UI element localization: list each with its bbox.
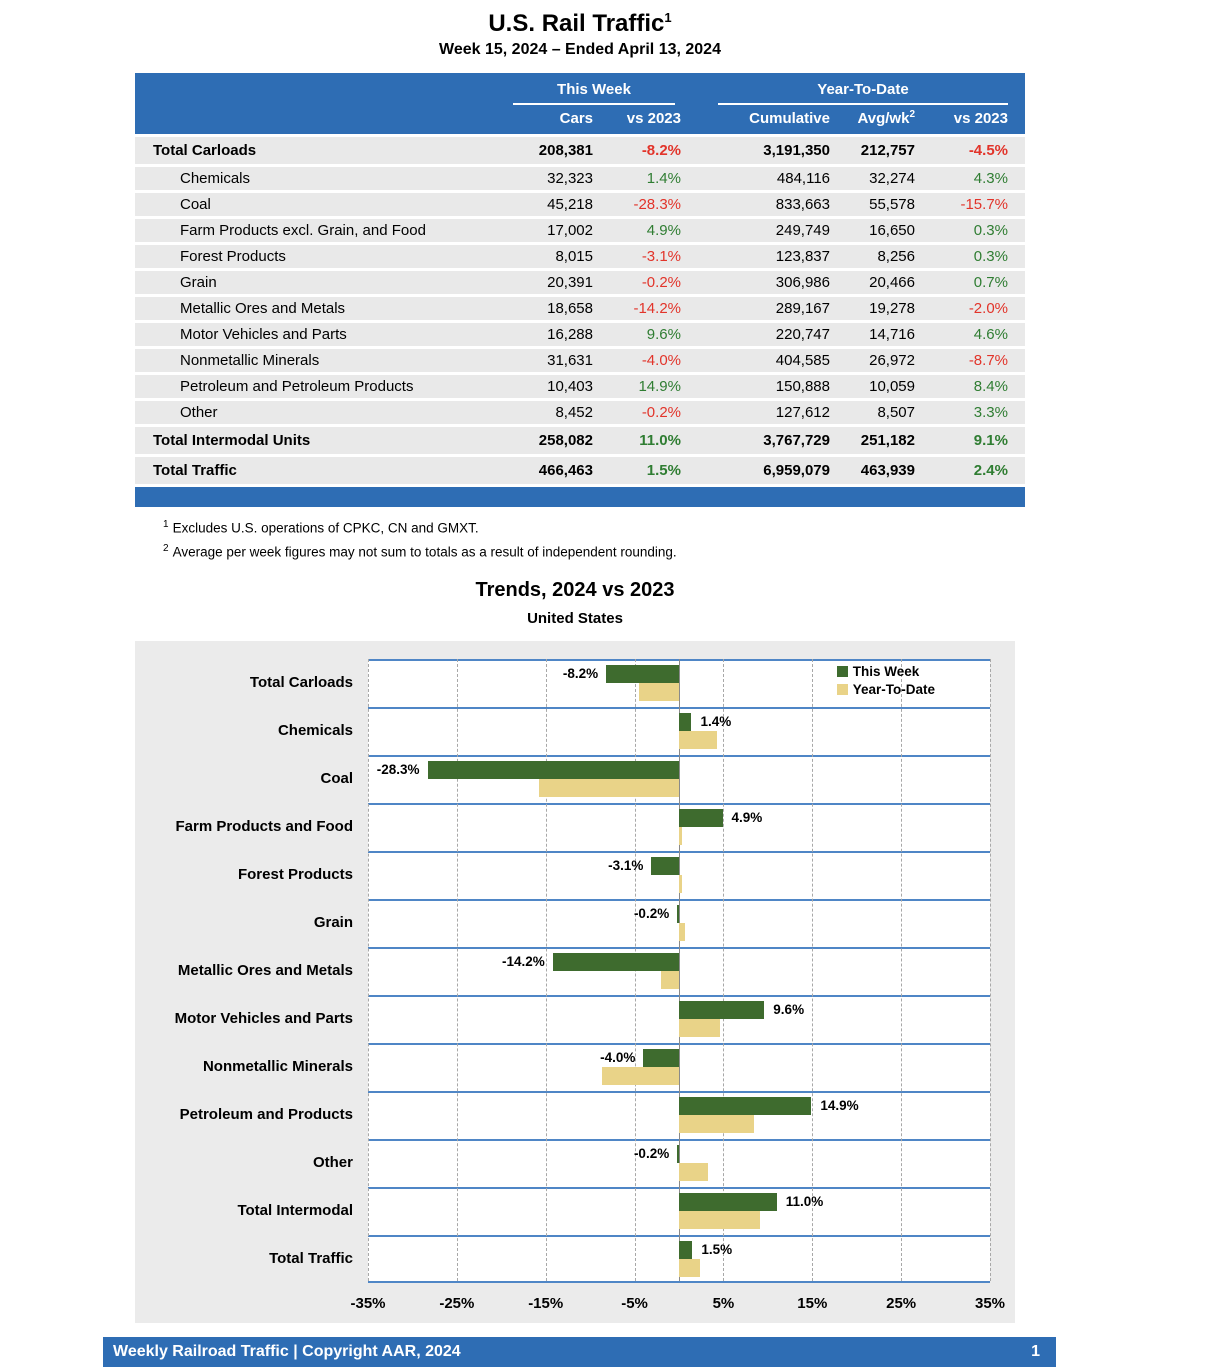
cell-avgwk: 20,466	[869, 274, 915, 291]
gridline	[901, 659, 902, 1281]
group-header-ytd: Year-To-Date	[718, 81, 1008, 105]
cell-avgwk: 8,507	[877, 404, 915, 421]
cell-cumulative: 306,986	[775, 274, 830, 291]
cell-wk-vs: -4.0%	[641, 352, 681, 369]
cell-cars: 32,323	[547, 170, 593, 187]
cell-label: Petroleum and Petroleum Products	[180, 378, 414, 395]
table-row	[135, 271, 1025, 294]
footer-text: Weekly Railroad Traffic | Copyright AAR, 2024	[113, 1343, 461, 1360]
legend-item	[837, 664, 935, 679]
cell-wk-vs: -3.1%	[641, 248, 681, 265]
cell-cars: 258,082	[538, 432, 593, 449]
x-tick-label: 25%	[886, 1295, 917, 1312]
chart-subtitle: United States	[527, 610, 623, 627]
category-label: Total Intermodal	[237, 1202, 353, 1220]
table-row	[135, 167, 1025, 190]
bar-this-week	[606, 665, 679, 683]
footnote-1-marker: 1	[163, 519, 169, 530]
cell-ytd-vs: 3.3%	[973, 404, 1008, 421]
table-row	[135, 297, 1025, 320]
cell-wk-vs: 14.9%	[638, 378, 681, 395]
cell-avgwk: 19,278	[869, 300, 915, 317]
chart-titles	[135, 579, 1015, 627]
group-header-this-week: This Week	[513, 81, 675, 105]
bar-year-to-date	[679, 827, 682, 845]
cell-avgwk: 10,059	[869, 378, 915, 395]
bar-this-week	[679, 809, 723, 827]
footnotes	[163, 519, 1216, 559]
cell-avgwk: 212,757	[860, 142, 915, 159]
bar-this-week	[651, 857, 679, 875]
x-tick-label: -35%	[350, 1295, 386, 1312]
table-row	[135, 401, 1025, 424]
table-row	[135, 349, 1025, 372]
bar-value-label: -8.2%	[562, 666, 599, 681]
cell-cars: 16,288	[547, 326, 593, 343]
bar-value-label: -3.1%	[608, 858, 644, 873]
col-header-ytd-vs: vs 2023	[953, 110, 1008, 127]
cell-cars: 20,391	[547, 274, 593, 291]
gridline	[723, 659, 724, 1281]
cell-cumulative: 404,585	[775, 352, 830, 369]
col-header-avgwk-text: Avg/wk	[857, 110, 910, 127]
table-body	[135, 137, 1025, 484]
cell-avgwk: 251,182	[860, 432, 915, 449]
category-label: Forest Products	[237, 866, 353, 884]
cell-label: Chemicals	[180, 170, 251, 187]
category-label: Grain	[313, 914, 353, 932]
bar-year-to-date	[539, 779, 679, 797]
cell-cars: 31,631	[547, 352, 593, 369]
cell-cars: 8,015	[555, 248, 593, 265]
bar-year-to-date	[679, 875, 682, 893]
cell-wk-vs: 4.9%	[646, 222, 681, 239]
bar-year-to-date	[679, 1115, 754, 1133]
trends-bar-chart	[135, 641, 1015, 1323]
cell-cumulative: 249,749	[775, 222, 830, 239]
col-header-wk-vs: vs 2023	[626, 110, 681, 127]
bar-value-label: 14.9%	[820, 1098, 859, 1113]
footer-page-number: 1	[1031, 1343, 1040, 1360]
table-row	[135, 219, 1025, 242]
footnote-2	[163, 543, 1216, 560]
bar-this-week	[679, 1097, 811, 1115]
cell-wk-vs: 1.4%	[646, 170, 681, 187]
footnote-2-marker: 2	[163, 542, 169, 554]
category-label: Metallic Ores and Metals	[177, 962, 353, 980]
x-tick-label: 35%	[974, 1295, 1006, 1312]
chart-plot-area	[368, 659, 990, 1283]
cell-ytd-vs: 0.3%	[973, 248, 1008, 265]
cell-wk-vs: 9.6%	[646, 326, 681, 343]
bar-value-label: 4.9%	[731, 810, 763, 825]
category-label: Other	[312, 1154, 353, 1172]
cell-label: Grain	[180, 274, 217, 291]
col-header-cumulative: Cumulative	[749, 110, 830, 127]
category-label: Motor Vehicles and Parts	[174, 1010, 353, 1028]
table-row	[135, 375, 1025, 398]
bar-year-to-date	[679, 731, 717, 749]
x-tick-label: 15%	[797, 1295, 828, 1312]
cell-cars: 466,463	[538, 462, 593, 479]
category-label: Chemicals	[277, 722, 353, 740]
legend-label: Year-To-Date	[852, 682, 935, 697]
table-row	[135, 137, 1025, 164]
col-header-avgwk	[830, 109, 915, 127]
page-title	[135, 10, 1025, 38]
bar-this-week	[679, 713, 691, 731]
bar-value-label: -0.2%	[633, 1146, 670, 1161]
cell-cumulative: 3,767,729	[763, 432, 830, 449]
page-title-text: U.S. Rail Traffic	[488, 10, 665, 37]
cell-label: Forest Products	[180, 248, 286, 265]
cell-avgwk: 8,256	[877, 248, 915, 265]
legend-label: This Week	[852, 664, 920, 679]
cell-cumulative: 289,167	[775, 300, 830, 317]
category-label: Coal	[320, 770, 353, 788]
cell-label: Farm Products excl. Grain, and Food	[180, 222, 426, 239]
cell-ytd-vs: 0.3%	[973, 222, 1008, 239]
cell-label: Coal	[180, 196, 211, 213]
rail-traffic-table	[135, 73, 1025, 484]
table-row	[135, 193, 1025, 216]
bar-year-to-date	[661, 971, 679, 989]
legend-swatch-year-to-date	[837, 684, 848, 695]
cell-ytd-vs: -2.0%	[968, 300, 1008, 317]
bar-this-week	[677, 905, 679, 923]
cell-label: Other	[180, 404, 218, 421]
footnote-2-text: Average per week figures may not sum to totals as a result of independent rounding.	[172, 544, 677, 559]
cell-avgwk: 463,939	[860, 462, 915, 479]
category-label: Petroleum and Products	[179, 1106, 353, 1124]
cell-wk-vs: -0.2%	[641, 404, 681, 421]
cell-avgwk: 26,972	[869, 352, 915, 369]
cell-ytd-vs: 4.6%	[973, 326, 1008, 343]
x-tick-label: -25%	[439, 1295, 475, 1312]
cell-label: Nonmetallic Minerals	[180, 352, 320, 369]
cell-wk-vs: -14.2%	[633, 300, 681, 317]
bar-year-to-date	[679, 1163, 708, 1181]
cell-ytd-vs: 0.7%	[973, 274, 1008, 291]
bar-value-label: -28.3%	[376, 762, 420, 777]
bar-value-label: 9.6%	[773, 1002, 805, 1017]
category-label: Total Traffic	[269, 1250, 353, 1268]
table-row	[135, 323, 1025, 346]
bar-value-label: 1.5%	[701, 1242, 733, 1257]
cell-avgwk: 32,274	[869, 170, 915, 187]
bar-year-to-date	[639, 683, 679, 701]
bar-this-week	[553, 953, 679, 971]
cell-cars: 10,403	[547, 378, 593, 395]
bar-year-to-date	[679, 1211, 760, 1229]
cell-wk-vs: -8.2%	[641, 142, 681, 159]
cell-ytd-vs: -8.7%	[968, 352, 1008, 369]
cell-cars: 17,002	[547, 222, 593, 239]
bar-value-label: -14.2%	[502, 954, 545, 969]
x-tick-label: -15%	[528, 1295, 564, 1312]
cell-cumulative: 123,837	[775, 248, 830, 265]
gridline	[990, 659, 991, 1281]
x-tick-label: -5%	[621, 1295, 648, 1312]
cell-wk-vs: -28.3%	[633, 196, 681, 213]
cell-cars: 45,218	[547, 196, 593, 213]
bar-this-week	[428, 761, 679, 779]
table-row	[135, 457, 1025, 484]
report-header	[135, 10, 1025, 59]
cell-ytd-vs: 9.1%	[973, 432, 1008, 449]
category-label: Farm Products and Food	[175, 818, 353, 836]
category-label: Nonmetallic Minerals	[202, 1058, 353, 1076]
bar-value-label: 1.4%	[700, 714, 732, 729]
cell-cars: 8,452	[555, 404, 593, 421]
legend-item	[837, 682, 935, 697]
bar-this-week	[679, 1193, 777, 1211]
cell-wk-vs: -0.2%	[641, 274, 681, 291]
cell-cumulative: 833,663	[775, 196, 830, 213]
cell-label: Motor Vehicles and Parts	[180, 326, 347, 343]
bar-value-label: 11.0%	[785, 1194, 824, 1209]
legend-swatch-this-week	[837, 666, 848, 677]
cell-cumulative: 6,959,079	[763, 462, 830, 479]
zero-axis-line	[679, 659, 680, 1281]
table-bottom-band	[135, 487, 1025, 507]
category-label: Total Carloads	[249, 674, 353, 692]
cell-cars: 18,658	[547, 300, 593, 317]
cell-wk-vs: 11.0%	[639, 432, 681, 449]
cell-ytd-vs: -15.7%	[960, 196, 1008, 213]
cell-label: Total Intermodal Units	[153, 432, 311, 449]
cell-avgwk: 55,578	[869, 196, 915, 213]
title-footnote-marker: 1	[664, 10, 672, 25]
gridline	[812, 659, 813, 1281]
bar-this-week	[677, 1145, 679, 1163]
table-row	[135, 427, 1025, 454]
cell-cumulative: 484,116	[776, 170, 830, 187]
footnote-1	[163, 519, 1216, 536]
col-header-cars: Cars	[559, 110, 593, 127]
footnote-1-text: Excludes U.S. operations of CPKC, CN and GMXT.	[172, 520, 479, 536]
cell-ytd-vs: 4.3%	[973, 170, 1008, 187]
bar-year-to-date	[679, 1259, 700, 1277]
cell-ytd-vs: 2.4%	[973, 462, 1008, 479]
gridline	[368, 659, 369, 1281]
cell-wk-vs: 1.5%	[646, 462, 681, 479]
gridline	[457, 659, 458, 1281]
chart-title: Trends, 2024 vs 2023	[475, 579, 675, 601]
bar-year-to-date	[602, 1067, 679, 1085]
bar-this-week	[679, 1241, 692, 1259]
cell-cumulative: 150,888	[775, 378, 830, 395]
page-subtitle: Week 15, 2024 – Ended April 13, 2024	[439, 41, 721, 58]
cell-label: Metallic Ores and Metals	[180, 300, 346, 317]
bar-this-week	[679, 1001, 764, 1019]
bar-value-label: -4.0%	[600, 1050, 636, 1065]
cell-cars: 208,381	[538, 142, 593, 159]
bar-year-to-date	[679, 923, 685, 941]
x-tick-label: 5%	[712, 1295, 735, 1312]
bar-value-label: -0.2%	[633, 906, 670, 921]
table-row	[135, 245, 1025, 268]
cell-cumulative: 220,747	[775, 326, 830, 343]
avgwk-footnote-marker: 2	[909, 109, 915, 120]
cell-avgwk: 16,650	[869, 222, 915, 239]
legend	[837, 664, 935, 697]
gridline	[546, 659, 547, 1281]
bar-year-to-date	[679, 1019, 720, 1037]
table-header	[135, 73, 1025, 134]
cell-label: Total Carloads	[153, 142, 257, 159]
bar-this-week	[643, 1049, 679, 1067]
cell-cumulative: 3,191,350	[763, 142, 830, 159]
cell-avgwk: 14,716	[869, 326, 915, 343]
cell-cumulative: 127,612	[775, 404, 830, 421]
cell-label: Total Traffic	[153, 462, 237, 479]
cell-ytd-vs: 8.4%	[973, 378, 1008, 395]
footer-bar	[103, 1337, 1056, 1367]
cell-ytd-vs: -4.5%	[968, 142, 1008, 159]
